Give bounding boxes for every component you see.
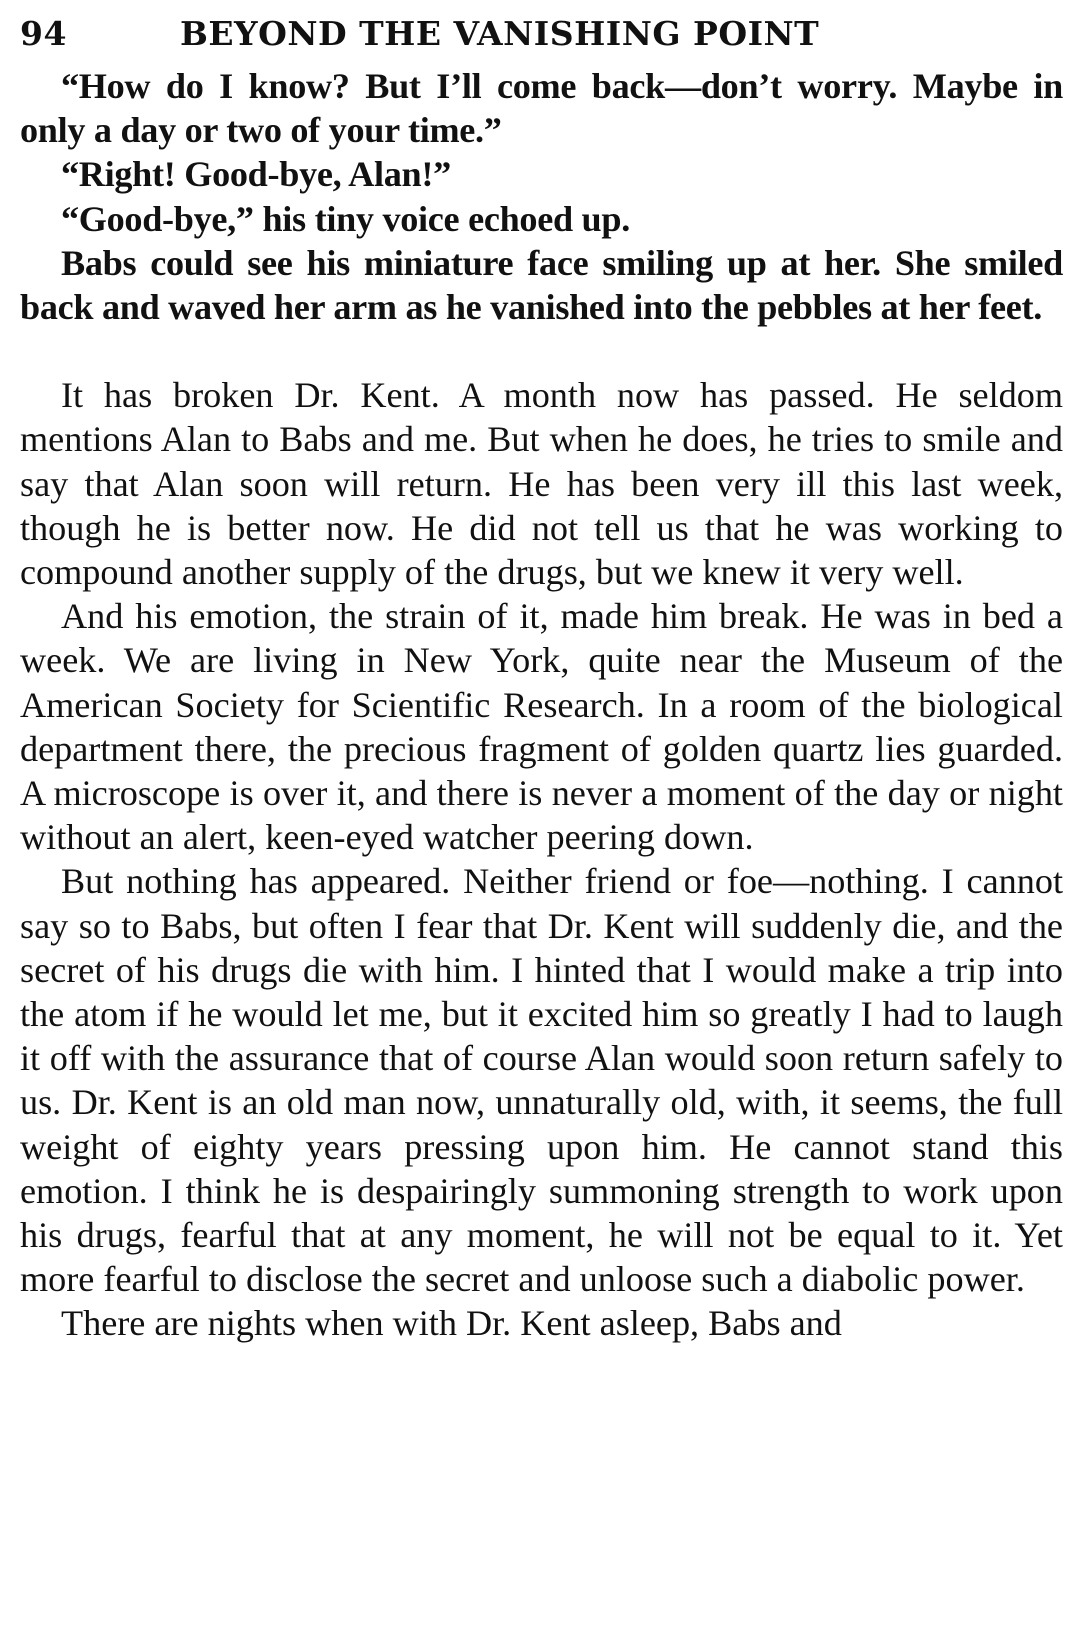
paragraph: “Good-bye,” his tiny voice echoed up. [61, 198, 630, 239]
running-title: BEYOND THE VANISHING POINT [180, 14, 820, 53]
paragraph: It has broken Dr. Kent. A month now has passed. He seldom mentions Alan to Babs and me. But when he does, he tries to smile and say that Alan soon will return. He has been very ill this last week, though he is better now. He did not tell us that he was working to compound another supply of the drugs, but we knew it very well. [20, 375, 1063, 593]
paragraph: “How do I know? But I’ll come back—don’t worry. Maybe in only a day or two of your time.” [20, 66, 1063, 151]
book-page [20, 14, 1063, 1346]
main-section [20, 373, 1063, 1345]
paragraph: There are nights when with Dr. Kent asleep, Babs and [61, 1303, 842, 1344]
running-head [20, 14, 1063, 64]
section-break [20, 329, 1063, 373]
paragraph: “Right! Good-bye, Alan!” [61, 154, 451, 195]
opening-section [20, 64, 1063, 329]
body-text [20, 64, 1063, 1346]
paragraph: And his emotion, the strain of it, made him break. He was in bed a week. We are living in New York, quite near the Museum of the American Society for Scientific Research. In a room of the biological department there, the precious fragment of golden quartz lies guarded. A microscope is over it, and there is never a moment of the day or night without an alert, keen-eyed watcher peering down. [20, 596, 1063, 858]
page-number: 94 [20, 14, 67, 53]
paragraph: But nothing has appeared. Neither friend or foe—nothing. I cannot say so to Babs, but often I fear that Dr. Kent will suddenly die, and the secret of his drugs die with him. I hinted that I would make a trip into the atom if he would let me, but it excited him so greatly I had to laugh it off with the assurance that of course Alan would soon return safely to us. Dr. Kent is an old man now, unnaturally old, with, it seems, the full weight of eighty years pressing upon him. He cannot stand this emotion. I think he is despairingly summoning strength to work upon his drugs, fearful that at any moment, he will not be equal to it. Yet more fearful to disclose the secret and unloose such a diabolic power. [20, 861, 1063, 1300]
paragraph: Babs could see his miniature face smiling up at her. She smiled back and waved her arm as he vanished into the pebbles at her feet. [20, 242, 1063, 328]
